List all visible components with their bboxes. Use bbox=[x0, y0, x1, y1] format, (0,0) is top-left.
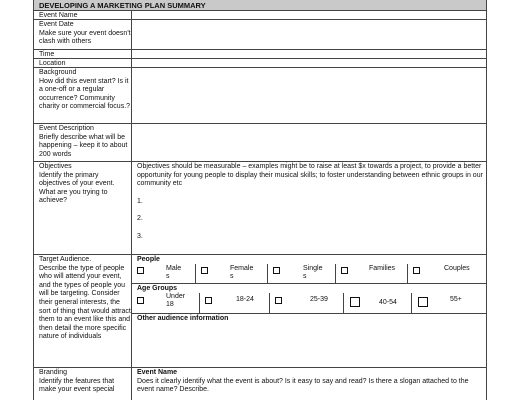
option-families[interactable] bbox=[336, 264, 408, 283]
row-location bbox=[34, 59, 486, 68]
event-date-help: Make sure your event doesn't clash with others bbox=[39, 29, 131, 46]
40-54-checkbox[interactable] bbox=[350, 297, 360, 307]
branding-help: Identify the features that make your event special bbox=[39, 377, 115, 394]
40-54-label: 40-54 bbox=[379, 299, 397, 306]
55-plus-checkbox[interactable] bbox=[418, 297, 428, 307]
event-name-label: Event Name bbox=[39, 12, 78, 19]
couples-checkbox[interactable] bbox=[413, 267, 420, 274]
marketing-plan-table bbox=[33, 0, 487, 400]
row-target-audience bbox=[34, 255, 486, 368]
location-label: Location bbox=[39, 60, 66, 67]
branding-event-name-field[interactable] bbox=[132, 368, 486, 400]
table-title: DEVELOPING A MARKETING PLAN SUMMARY bbox=[34, 0, 486, 11]
option-females[interactable] bbox=[196, 264, 268, 283]
under-18-checkbox[interactable] bbox=[137, 297, 144, 304]
families-label: Families bbox=[369, 265, 396, 272]
row-event-date bbox=[34, 20, 486, 50]
event-description-help: Briefly describe what will be happening – keep it to about 200 words bbox=[39, 133, 128, 158]
25-39-label: 25-39 bbox=[310, 296, 328, 303]
row-background bbox=[34, 68, 486, 124]
event-name-field[interactable] bbox=[132, 11, 486, 19]
couples-label: Couples bbox=[444, 265, 470, 272]
event-description-label: Event Description bbox=[39, 125, 94, 132]
background-field[interactable] bbox=[132, 68, 486, 123]
people-title: People bbox=[137, 256, 160, 263]
other-audience-section[interactable] bbox=[132, 314, 486, 368]
branding-event-name-title: Event Name bbox=[137, 369, 178, 376]
age-groups-title: Age Groups bbox=[137, 285, 178, 292]
objective-item-3: 3. bbox=[137, 232, 143, 240]
25-39-checkbox[interactable] bbox=[275, 297, 282, 304]
objectives-guidance: Objectives should be measurable – examples might be to raise at least $x towards a project, to provide a better opportunity for young people to display their musical skills; to foster understanding between ethnic groups in our community etc bbox=[137, 163, 483, 188]
18-24-label: 18-24 bbox=[236, 296, 254, 303]
option-males[interactable] bbox=[132, 264, 196, 283]
row-branding bbox=[34, 368, 486, 400]
branding-event-name-text: Does it clearly identify what the event is about? Is it easy to say and read? Is there a slogan attached to the event name? Describe. bbox=[137, 377, 469, 394]
time-field[interactable] bbox=[132, 50, 486, 58]
objective-item-1: 1. bbox=[137, 197, 143, 205]
event-date-field[interactable] bbox=[132, 20, 486, 49]
age-groups-section bbox=[132, 284, 486, 314]
singles-checkbox[interactable] bbox=[273, 267, 280, 274]
people-options bbox=[132, 264, 486, 283]
background-label: Background bbox=[39, 69, 77, 76]
other-audience-title: Other audience information bbox=[137, 315, 229, 322]
objective-item-2: 2. bbox=[137, 215, 143, 223]
branding-label: Branding bbox=[39, 369, 68, 376]
option-singles[interactable] bbox=[268, 264, 336, 283]
option-55-plus[interactable] bbox=[412, 293, 486, 313]
males-label: Male s bbox=[166, 265, 182, 280]
option-under-18[interactable] bbox=[132, 293, 200, 313]
55-plus-label: 55+ bbox=[450, 296, 462, 303]
objectives-field[interactable] bbox=[132, 162, 486, 254]
target-audience-label: Target Audience. bbox=[39, 256, 92, 263]
row-objectives bbox=[34, 162, 486, 255]
event-description-field[interactable] bbox=[132, 124, 486, 161]
singles-label: Single s bbox=[303, 265, 323, 280]
people-section bbox=[132, 255, 486, 284]
objectives-label: Objectives bbox=[39, 163, 72, 170]
event-date-label: Event Date bbox=[39, 21, 74, 28]
objectives-help: Identify the primary objectives of your event. What are you trying to achieve? bbox=[39, 171, 115, 205]
target-audience-help: Describe the type of people who will attend your event, and the types of people you will be targeting. Consider their general interests, the sort of thing that would attract them to an event like this and then detail the more specific nature of individuals bbox=[39, 264, 131, 341]
row-event-name bbox=[34, 11, 486, 20]
females-label: Female s bbox=[230, 265, 254, 280]
males-checkbox[interactable] bbox=[137, 267, 144, 274]
option-25-39[interactable] bbox=[270, 293, 344, 313]
location-field[interactable] bbox=[132, 59, 486, 67]
option-18-24[interactable] bbox=[200, 293, 270, 313]
time-label: Time bbox=[39, 51, 55, 58]
option-couples[interactable] bbox=[408, 264, 486, 283]
background-help: How did this event start? Is it a one-off or a regular occurrence? Community charity or commercial focus.? bbox=[39, 77, 131, 111]
age-options bbox=[132, 293, 486, 313]
females-checkbox[interactable] bbox=[201, 267, 208, 274]
under-18-label: Under 18 bbox=[166, 293, 186, 308]
18-24-checkbox[interactable] bbox=[205, 297, 212, 304]
families-checkbox[interactable] bbox=[341, 267, 348, 274]
row-time bbox=[34, 50, 486, 59]
option-40-54[interactable] bbox=[344, 293, 412, 313]
row-event-description bbox=[34, 124, 486, 162]
